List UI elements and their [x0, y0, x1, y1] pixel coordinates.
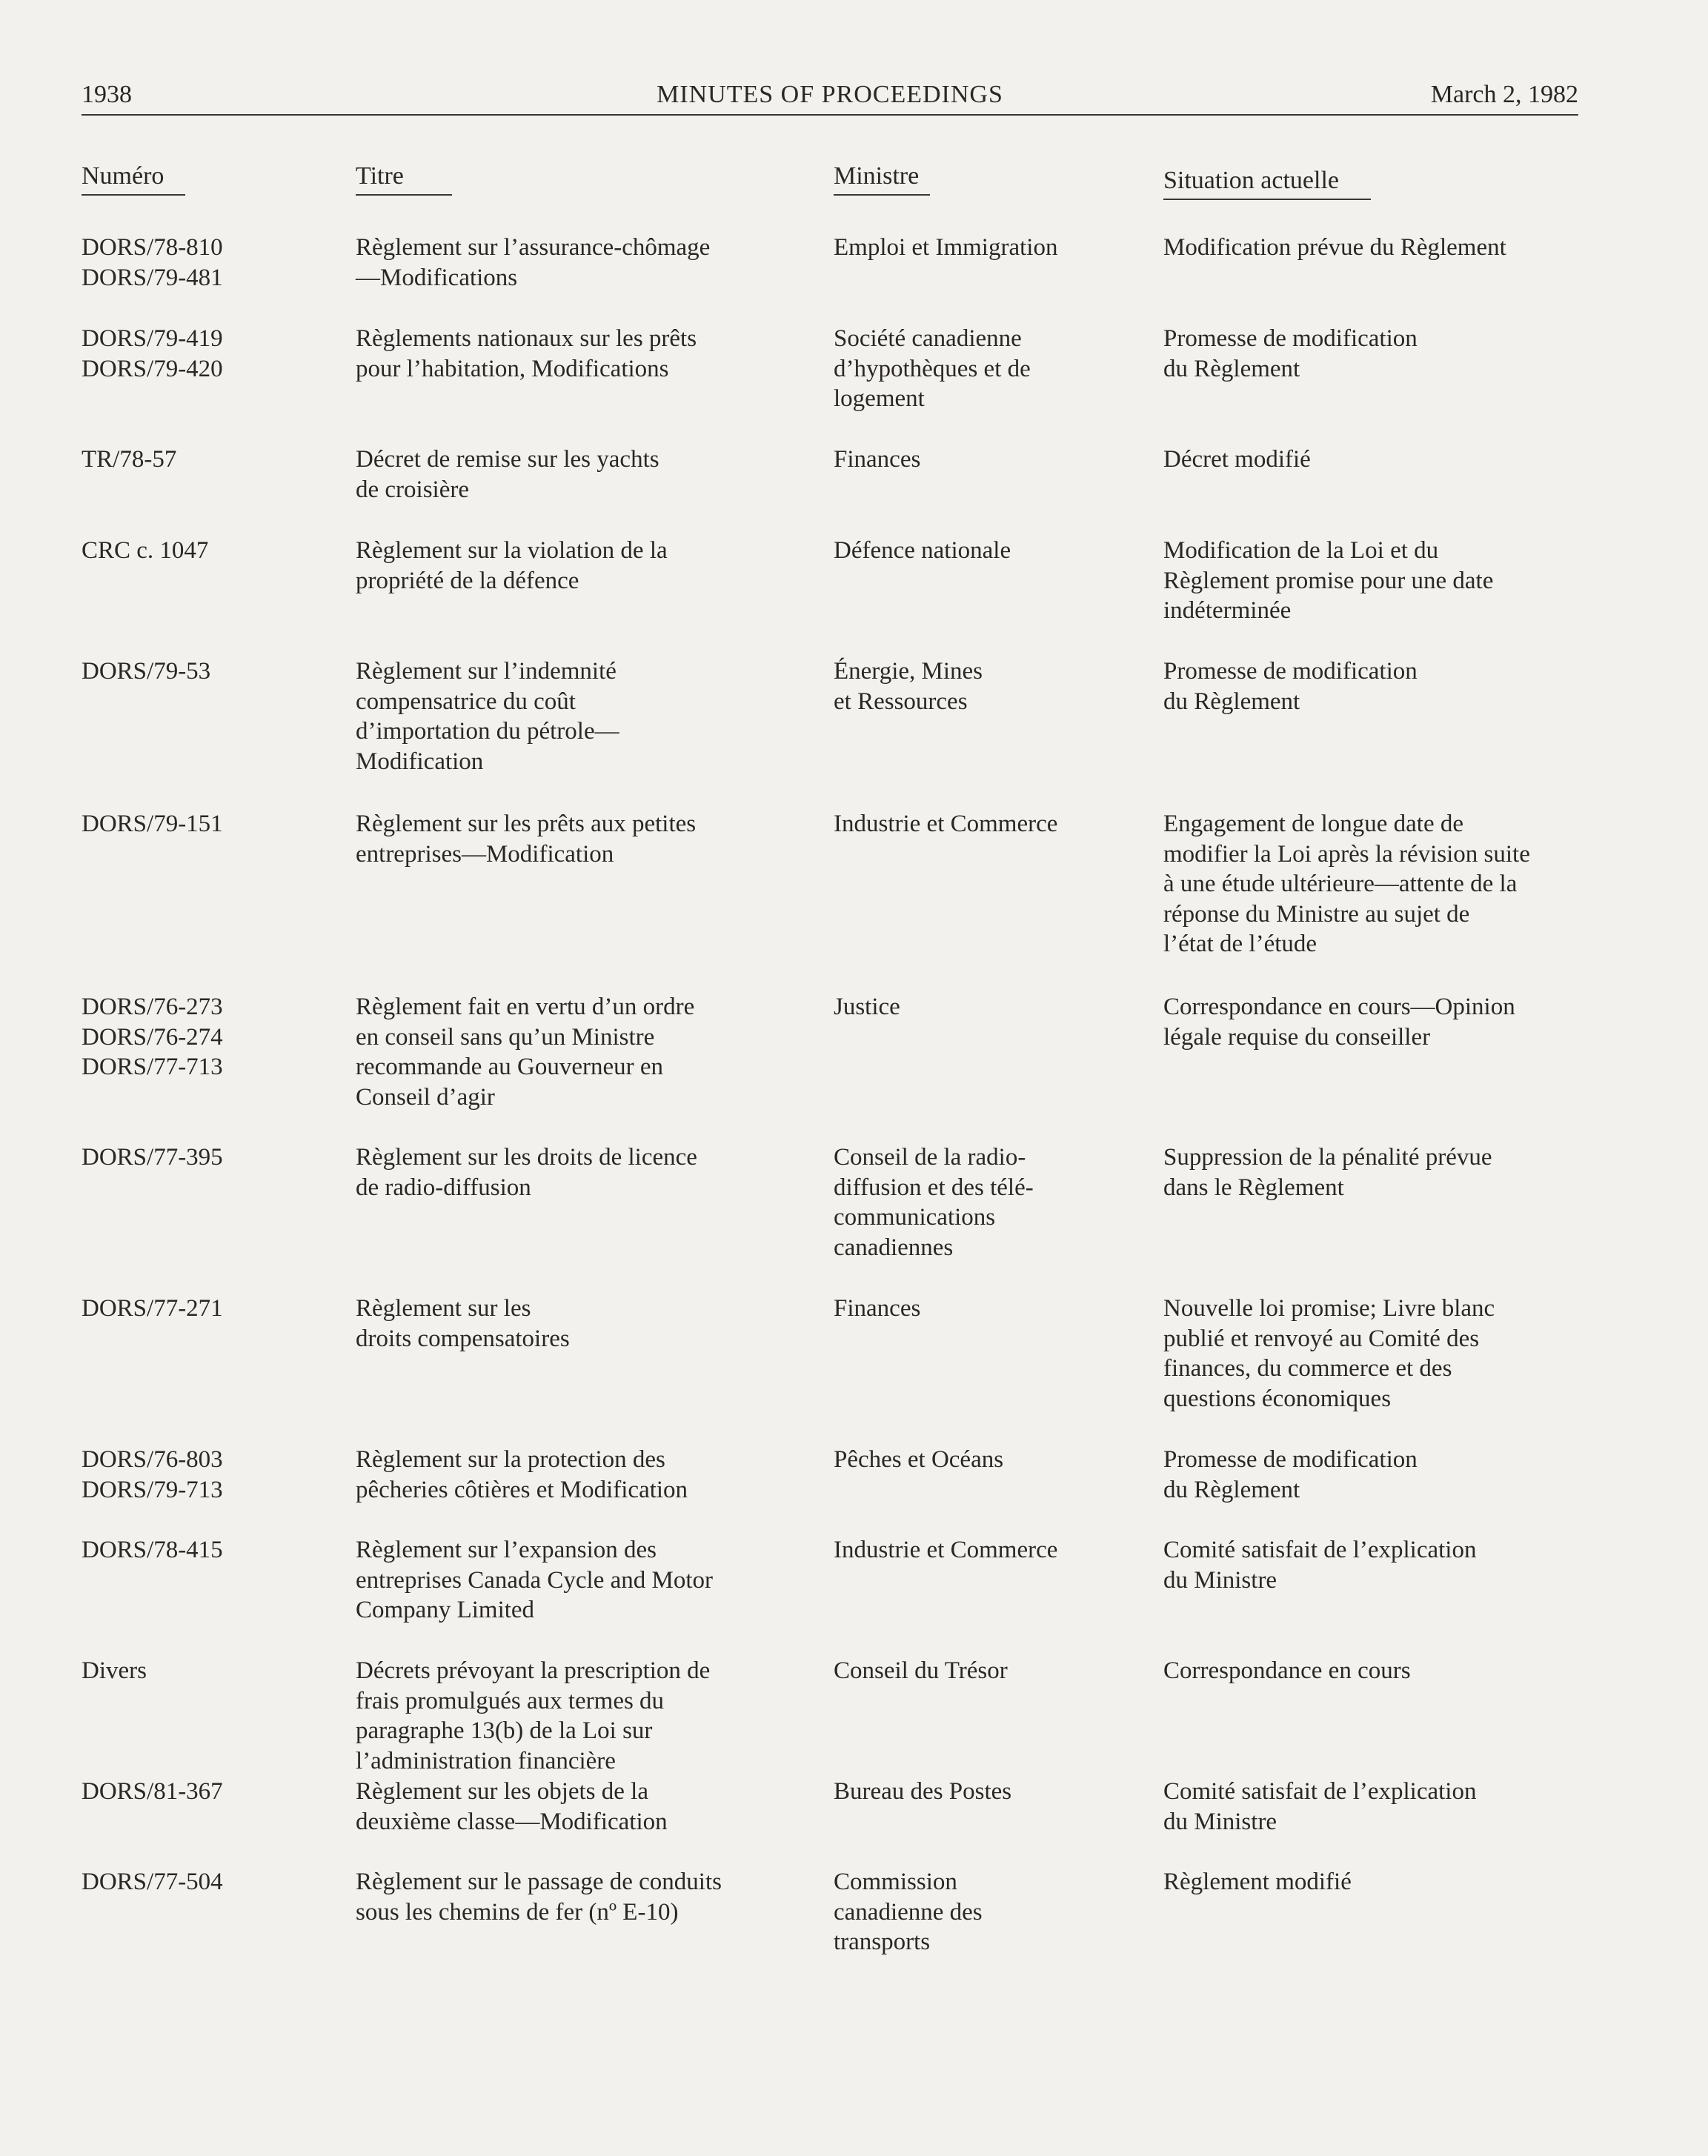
cell-numero: [82, 1867, 326, 1897]
cell-line: du Règlement: [1163, 688, 1300, 715]
cell-titre: [356, 536, 785, 596]
cell-situation: [1163, 233, 1608, 263]
cell-situation: [1163, 656, 1608, 716]
cell-line: Règlement sur les prêts aux petites: [356, 811, 697, 837]
cell-line: DORS/77-271: [82, 1295, 223, 1322]
cell-situation: [1163, 1294, 1608, 1414]
cell-ministre: [834, 445, 1130, 475]
cell-situation: [1163, 1656, 1608, 1686]
cell-line: Commission: [834, 1869, 957, 1895]
column-header-situation: Situation actuelle: [1163, 166, 1371, 200]
cell-line: questions économiques: [1163, 1385, 1392, 1412]
cell-line: Règlement modifié: [1163, 1869, 1352, 1895]
cell-line: Pêches et Océans: [834, 1446, 1004, 1473]
cell-line: Promesse de modification: [1163, 658, 1418, 685]
cell-line: Règlement sur les: [356, 1295, 531, 1322]
cell-ministre: [834, 1656, 1130, 1686]
cell-line: de radio-diffusion: [356, 1174, 531, 1201]
cell-line: d’importation du pétrole—: [356, 718, 619, 745]
cell-titre: [356, 1656, 785, 1776]
cell-line: entreprises Canada Cycle and Motor: [356, 1566, 714, 1594]
cell-line: DORS/79-53: [82, 658, 211, 685]
cell-line: Décret de remise sur les yachts: [356, 446, 659, 473]
cell-ministre: [834, 1777, 1130, 1807]
cell-line: droits compensatoires: [356, 1325, 570, 1352]
cell-ministre: [834, 1867, 1130, 1957]
cell-line: Justice: [834, 994, 900, 1020]
cell-numero: [82, 1445, 326, 1505]
page-date: March 2, 1982: [1430, 81, 1578, 108]
column-header-titre: Titre: [356, 162, 452, 196]
cell-ministre: [834, 656, 1130, 716]
cell-line: DORS/79-481: [82, 264, 223, 291]
running-title: MINUTES OF PROCEEDINGS: [657, 81, 1003, 108]
cell-situation: [1163, 992, 1608, 1052]
cell-line: Défence nationale: [834, 537, 1011, 564]
cell-situation: [1163, 1142, 1608, 1202]
cell-line: canadienne des: [834, 1898, 983, 1926]
cell-line: DORS/78-810: [82, 234, 223, 261]
cell-line: Règlement sur la protection des: [356, 1446, 665, 1473]
cell-line: sous les chemins de fer (nº E-10): [356, 1898, 679, 1926]
cell-line: Règlement sur le passage de conduits: [356, 1869, 722, 1895]
cell-line: Conseil du Trésor: [834, 1657, 1008, 1684]
cell-titre: [356, 1445, 785, 1505]
cell-ministre: [834, 324, 1130, 414]
cell-line: légale requise du conseiller: [1163, 1023, 1431, 1051]
cell-line: Énergie, Mines: [834, 658, 983, 685]
cell-line: à une étude ultérieure—attente de la: [1163, 871, 1518, 897]
cell-line: DORS/78-415: [82, 1537, 223, 1563]
cell-line: frais promulgués aux termes du: [356, 1687, 665, 1714]
cell-line: en conseil sans qu’un Ministre: [356, 1023, 655, 1051]
cell-numero: [82, 1294, 326, 1324]
cell-ministre: [834, 233, 1130, 263]
cell-numero: [82, 445, 326, 475]
cell-line: Règlement sur les droits de licence: [356, 1144, 697, 1171]
cell-line: compensatrice du coût: [356, 688, 576, 715]
cell-line: deuxième classe—Modification: [356, 1808, 668, 1835]
cell-line: du Règlement: [1163, 355, 1300, 382]
cell-line: DORS/76-803: [82, 1446, 223, 1473]
cell-titre: [356, 1867, 785, 1927]
cell-line: Règlements nationaux sur les prêts: [356, 325, 697, 352]
cell-line: Règlement sur l’assurance-chômage: [356, 234, 711, 261]
cell-line: modifier la Loi après la révision suite: [1163, 840, 1530, 868]
cell-line: DORS/79-151: [82, 811, 223, 837]
cell-line: DORS/79-713: [82, 1476, 223, 1503]
cell-titre: [356, 656, 785, 776]
cell-line: Nouvelle loi promise; Livre blanc: [1163, 1295, 1495, 1322]
cell-numero: [82, 656, 326, 687]
cell-numero: [82, 1142, 326, 1173]
cell-line: du Ministre: [1163, 1808, 1277, 1835]
cell-line: Correspondance en cours—Opinion: [1163, 994, 1515, 1020]
cell-situation: [1163, 324, 1608, 384]
cell-line: Divers: [82, 1657, 147, 1684]
cell-line: Modification: [356, 748, 484, 775]
cell-line: communications: [834, 1204, 996, 1231]
cell-numero: [82, 1656, 326, 1686]
cell-line: propriété de la défence: [356, 567, 579, 594]
cell-numero: [82, 233, 326, 293]
cell-situation: [1163, 809, 1608, 959]
column-header-numero: Numéro: [82, 162, 185, 196]
cell-line: diffusion et des télé-: [834, 1174, 1034, 1201]
cell-titre: [356, 1777, 785, 1837]
cell-line: Suppression de la pénalité prévue: [1163, 1144, 1492, 1171]
cell-ministre: [834, 1142, 1130, 1262]
cell-line: Comité satisfait de l’explication: [1163, 1778, 1477, 1805]
cell-line: Comité satisfait de l’explication: [1163, 1537, 1477, 1563]
cell-situation: [1163, 1867, 1608, 1897]
cell-line: DORS/77-504: [82, 1869, 223, 1895]
cell-numero: [82, 1535, 326, 1566]
cell-titre: [356, 809, 785, 869]
cell-numero: [82, 809, 326, 839]
cell-titre: [356, 1294, 785, 1354]
cell-line: Règlement sur l’indemnité: [356, 658, 617, 685]
cell-line: et Ressources: [834, 688, 968, 715]
cell-line: Correspondance en cours: [1163, 1657, 1411, 1684]
cell-line: Engagement de longue date de: [1163, 811, 1464, 837]
cell-line: CRC c. 1047: [82, 537, 209, 564]
cell-line: d’hypothèques et de: [834, 355, 1031, 382]
cell-line: Règlement sur la violation de la: [356, 537, 668, 564]
cell-numero: [82, 324, 326, 384]
cell-line: DORS/81-367: [82, 1778, 223, 1805]
cell-line: —Modifications: [356, 264, 518, 291]
cell-line: l’administration financière: [356, 1747, 616, 1774]
cell-line: indéterminée: [1163, 597, 1292, 624]
cell-line: DORS/77-713: [82, 1054, 223, 1080]
cell-line: DORS/76-274: [82, 1023, 223, 1051]
cell-titre: [356, 1535, 785, 1626]
cell-ministre: [834, 1294, 1130, 1324]
cell-line: Emploi et Immigration: [834, 234, 1058, 261]
column-header-ministre: Ministre: [834, 162, 930, 196]
cell-line: DORS/77-395: [82, 1144, 223, 1171]
page-header: [82, 80, 1578, 116]
cell-line: Décrets prévoyant la prescription de: [356, 1657, 711, 1684]
cell-line: Conseil d’agir: [356, 1083, 495, 1111]
cell-line: Finances: [834, 446, 921, 473]
cell-ministre: [834, 1445, 1130, 1475]
cell-line: DORS/79-420: [82, 355, 223, 382]
cell-line: TR/78-57: [82, 446, 177, 473]
cell-line: Promesse de modification: [1163, 1446, 1418, 1473]
cell-numero: [82, 536, 326, 566]
cell-line: pour l’habitation, Modifications: [356, 355, 669, 382]
cell-situation: [1163, 1777, 1608, 1837]
cell-line: Modification de la Loi et du: [1163, 537, 1439, 564]
cell-line: Finances: [834, 1295, 921, 1322]
cell-line: Company Limited: [356, 1597, 535, 1623]
cell-line: DORS/79-419: [82, 325, 223, 352]
cell-ministre: [834, 536, 1130, 566]
cell-line: Règlement sur les objets de la: [356, 1778, 648, 1805]
cell-line: paragraphe 13(b) de la Loi sur: [356, 1717, 653, 1744]
cell-line: publié et renvoyé au Comité des: [1163, 1325, 1480, 1352]
cell-line: Bureau des Postes: [834, 1778, 1012, 1805]
page-number: 1938: [82, 81, 132, 108]
cell-line: l’état de l’étude: [1163, 931, 1317, 957]
cell-situation: [1163, 1535, 1608, 1595]
cell-line: Modification prévue du Règlement: [1163, 234, 1506, 261]
cell-line: DORS/76-273: [82, 994, 223, 1020]
cell-titre: [356, 324, 785, 384]
cell-line: canadiennes: [834, 1234, 954, 1261]
cell-line: de croisière: [356, 476, 469, 503]
cell-line: du Règlement: [1163, 1476, 1300, 1503]
cell-ministre: [834, 809, 1130, 839]
cell-ministre: [834, 992, 1130, 1022]
cell-line: Règlement sur l’expansion des: [356, 1537, 657, 1563]
cell-line: réponse du Ministre au sujet de: [1163, 900, 1470, 928]
cell-situation: [1163, 536, 1608, 626]
cell-line: entreprises—Modification: [356, 840, 614, 868]
cell-titre: [356, 992, 785, 1112]
cell-line: finances, du commerce et des: [1163, 1355, 1452, 1382]
cell-titre: [356, 233, 785, 293]
cell-line: Décret modifié: [1163, 446, 1311, 473]
cell-line: Industrie et Commerce: [834, 811, 1058, 837]
cell-line: Société canadienne: [834, 325, 1022, 352]
cell-line: Promesse de modification: [1163, 325, 1418, 352]
cell-line: recommande au Gouverneur en: [356, 1054, 664, 1080]
cell-line: pêcheries côtières et Modification: [356, 1476, 688, 1503]
cell-titre: [356, 445, 785, 505]
cell-situation: [1163, 445, 1608, 475]
cell-line: logement: [834, 385, 925, 412]
cell-numero: [82, 992, 326, 1082]
cell-titre: [356, 1142, 785, 1202]
cell-numero: [82, 1777, 326, 1807]
cell-situation: [1163, 1445, 1608, 1505]
cell-ministre: [834, 1535, 1130, 1566]
cell-line: dans le Règlement: [1163, 1174, 1344, 1201]
cell-line: du Ministre: [1163, 1566, 1277, 1594]
cell-line: Conseil de la radio-: [834, 1144, 1026, 1171]
cell-line: transports: [834, 1929, 931, 1955]
cell-line: Règlement promise pour une date: [1163, 567, 1494, 594]
cell-line: Règlement fait en vertu d’un ordre: [356, 994, 695, 1020]
cell-line: Industrie et Commerce: [834, 1537, 1058, 1563]
